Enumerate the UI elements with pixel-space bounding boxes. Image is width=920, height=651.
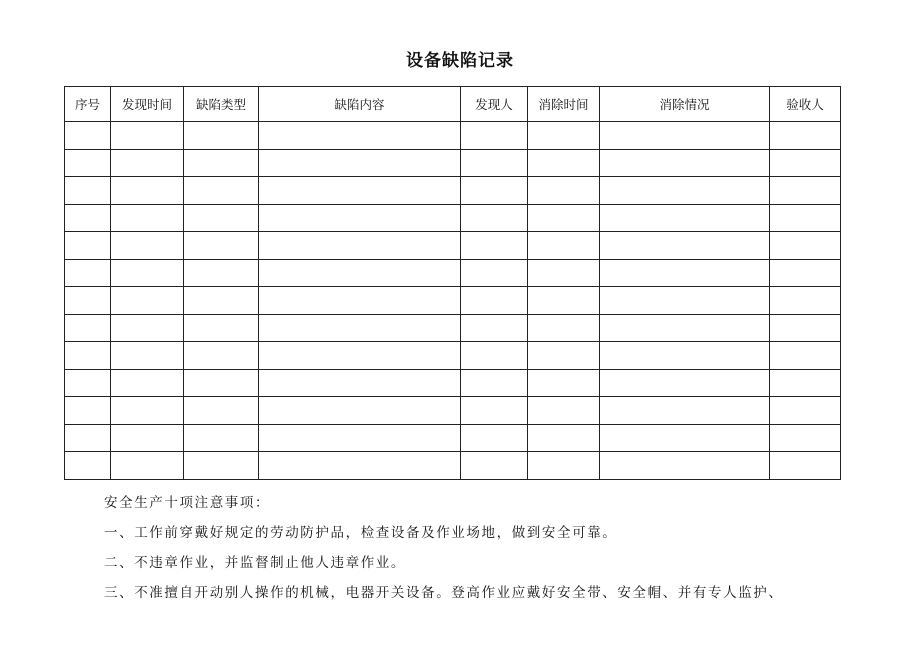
table-cell [184, 369, 259, 397]
table-cell [259, 149, 461, 177]
defect-record-table [64, 86, 841, 480]
table-cell [600, 149, 770, 177]
table-cell [770, 259, 841, 287]
table-cell [65, 204, 111, 232]
table-cell [770, 424, 841, 452]
table-cell [65, 397, 111, 425]
table-cell [65, 342, 111, 370]
table-cell [65, 177, 111, 205]
table-row [65, 204, 841, 232]
table-cell [184, 204, 259, 232]
table-cell [111, 259, 184, 287]
table-cell [184, 342, 259, 370]
table-cell [184, 452, 259, 480]
table-row [65, 342, 841, 370]
table-cell [259, 424, 461, 452]
table-cell [184, 122, 259, 150]
table-row [65, 397, 841, 425]
table-cell [461, 369, 528, 397]
table-cell [111, 177, 184, 205]
table-cell [528, 342, 600, 370]
table-row [65, 259, 841, 287]
table-cell [65, 424, 111, 452]
table-cell [184, 149, 259, 177]
table-row [65, 424, 841, 452]
table-cell [770, 342, 841, 370]
table-cell [528, 177, 600, 205]
safety-note-item: 二、不违章作业，并监督制止他人违章作业。 [104, 555, 406, 571]
table-cell [770, 314, 841, 342]
table-row [65, 232, 841, 260]
column-header-finder: 发现人 [461, 87, 528, 122]
table-cell [528, 204, 600, 232]
table-cell [259, 342, 461, 370]
table-cell [770, 287, 841, 315]
column-header-defect-type: 缺陷类型 [184, 87, 259, 122]
table-cell [111, 149, 184, 177]
table-cell [65, 369, 111, 397]
table-cell [461, 122, 528, 150]
table-cell [111, 342, 184, 370]
table-cell [770, 204, 841, 232]
table-cell [461, 342, 528, 370]
table-cell [65, 287, 111, 315]
column-header-found-time: 发现时间 [111, 87, 184, 122]
table-cell [184, 287, 259, 315]
table-cell [600, 177, 770, 205]
table-cell [184, 424, 259, 452]
table-cell [184, 177, 259, 205]
table-cell [600, 314, 770, 342]
table-cell [259, 287, 461, 315]
table-cell [111, 204, 184, 232]
table-cell [461, 287, 528, 315]
table-cell [600, 287, 770, 315]
table-row [65, 287, 841, 315]
table-cell [111, 314, 184, 342]
table-row [65, 452, 841, 480]
table-cell [600, 259, 770, 287]
table-cell [528, 369, 600, 397]
table-cell [259, 452, 461, 480]
table-cell [528, 149, 600, 177]
document-title: 设备缺陷记录 [406, 51, 514, 71]
table-cell [528, 232, 600, 260]
table-cell [184, 232, 259, 260]
table-cell [111, 397, 184, 425]
table-cell [111, 452, 184, 480]
table-cell [461, 259, 528, 287]
table-cell [770, 369, 841, 397]
table-cell [259, 314, 461, 342]
table-cell [461, 149, 528, 177]
table-cell [600, 397, 770, 425]
table-cell [600, 232, 770, 260]
table-cell [461, 204, 528, 232]
table-cell [600, 342, 770, 370]
table-body [65, 122, 841, 480]
table-cell [461, 314, 528, 342]
safety-notes [104, 488, 864, 608]
table-cell [259, 259, 461, 287]
table-cell [65, 122, 111, 150]
column-header-fix-time: 消除时间 [528, 87, 600, 122]
table-cell [111, 424, 184, 452]
table-cell [184, 397, 259, 425]
table-cell [461, 177, 528, 205]
table-cell [600, 204, 770, 232]
column-header-acceptor: 验收人 [770, 87, 841, 122]
table-cell [770, 149, 841, 177]
table-cell [528, 122, 600, 150]
table-cell [461, 232, 528, 260]
table-cell [600, 369, 770, 397]
table-cell [770, 232, 841, 260]
table-cell [528, 287, 600, 315]
table-cell [259, 232, 461, 260]
table-cell [528, 259, 600, 287]
safety-notes-heading: 安全生产十项注意事项： [104, 495, 271, 511]
table-cell [528, 314, 600, 342]
table-cell [528, 452, 600, 480]
table-cell [65, 259, 111, 287]
table-cell [461, 452, 528, 480]
table-row [65, 314, 841, 342]
table-cell [770, 122, 841, 150]
table-cell [600, 424, 770, 452]
table-cell [259, 397, 461, 425]
table-cell [111, 122, 184, 150]
table-row [65, 177, 841, 205]
table-cell [111, 232, 184, 260]
table-cell [528, 397, 600, 425]
column-header-index: 序号 [65, 87, 111, 122]
table-cell [600, 122, 770, 150]
table-cell [528, 424, 600, 452]
column-header-fix-status: 消除情况 [600, 87, 770, 122]
table-cell [184, 314, 259, 342]
table-cell [111, 287, 184, 315]
table-cell [65, 149, 111, 177]
table-cell [770, 397, 841, 425]
table-cell [65, 314, 111, 342]
table-cell [65, 452, 111, 480]
table-cell [184, 259, 259, 287]
table-cell [259, 204, 461, 232]
table-row [65, 149, 841, 177]
table-cell [461, 397, 528, 425]
table-cell [600, 452, 770, 480]
table-cell [770, 177, 841, 205]
table-cell [259, 122, 461, 150]
table-cell [259, 177, 461, 205]
table-cell [770, 452, 841, 480]
safety-note-item: 一、工作前穿戴好规定的劳动防护品，检查设备及作业场地，做到安全可靠。 [104, 525, 618, 541]
table-cell [111, 369, 184, 397]
safety-note-item: 三、不准擅自开动别人操作的机械，电器开关设备。登高作业应戴好安全带、安全帽、并有专人监护、 [104, 585, 784, 601]
table-cell [259, 369, 461, 397]
table-row [65, 369, 841, 397]
table-row [65, 122, 841, 150]
column-header-defect-content: 缺陷内容 [259, 87, 461, 122]
table-cell [65, 232, 111, 260]
table-cell [461, 424, 528, 452]
table-header-row [65, 87, 841, 122]
